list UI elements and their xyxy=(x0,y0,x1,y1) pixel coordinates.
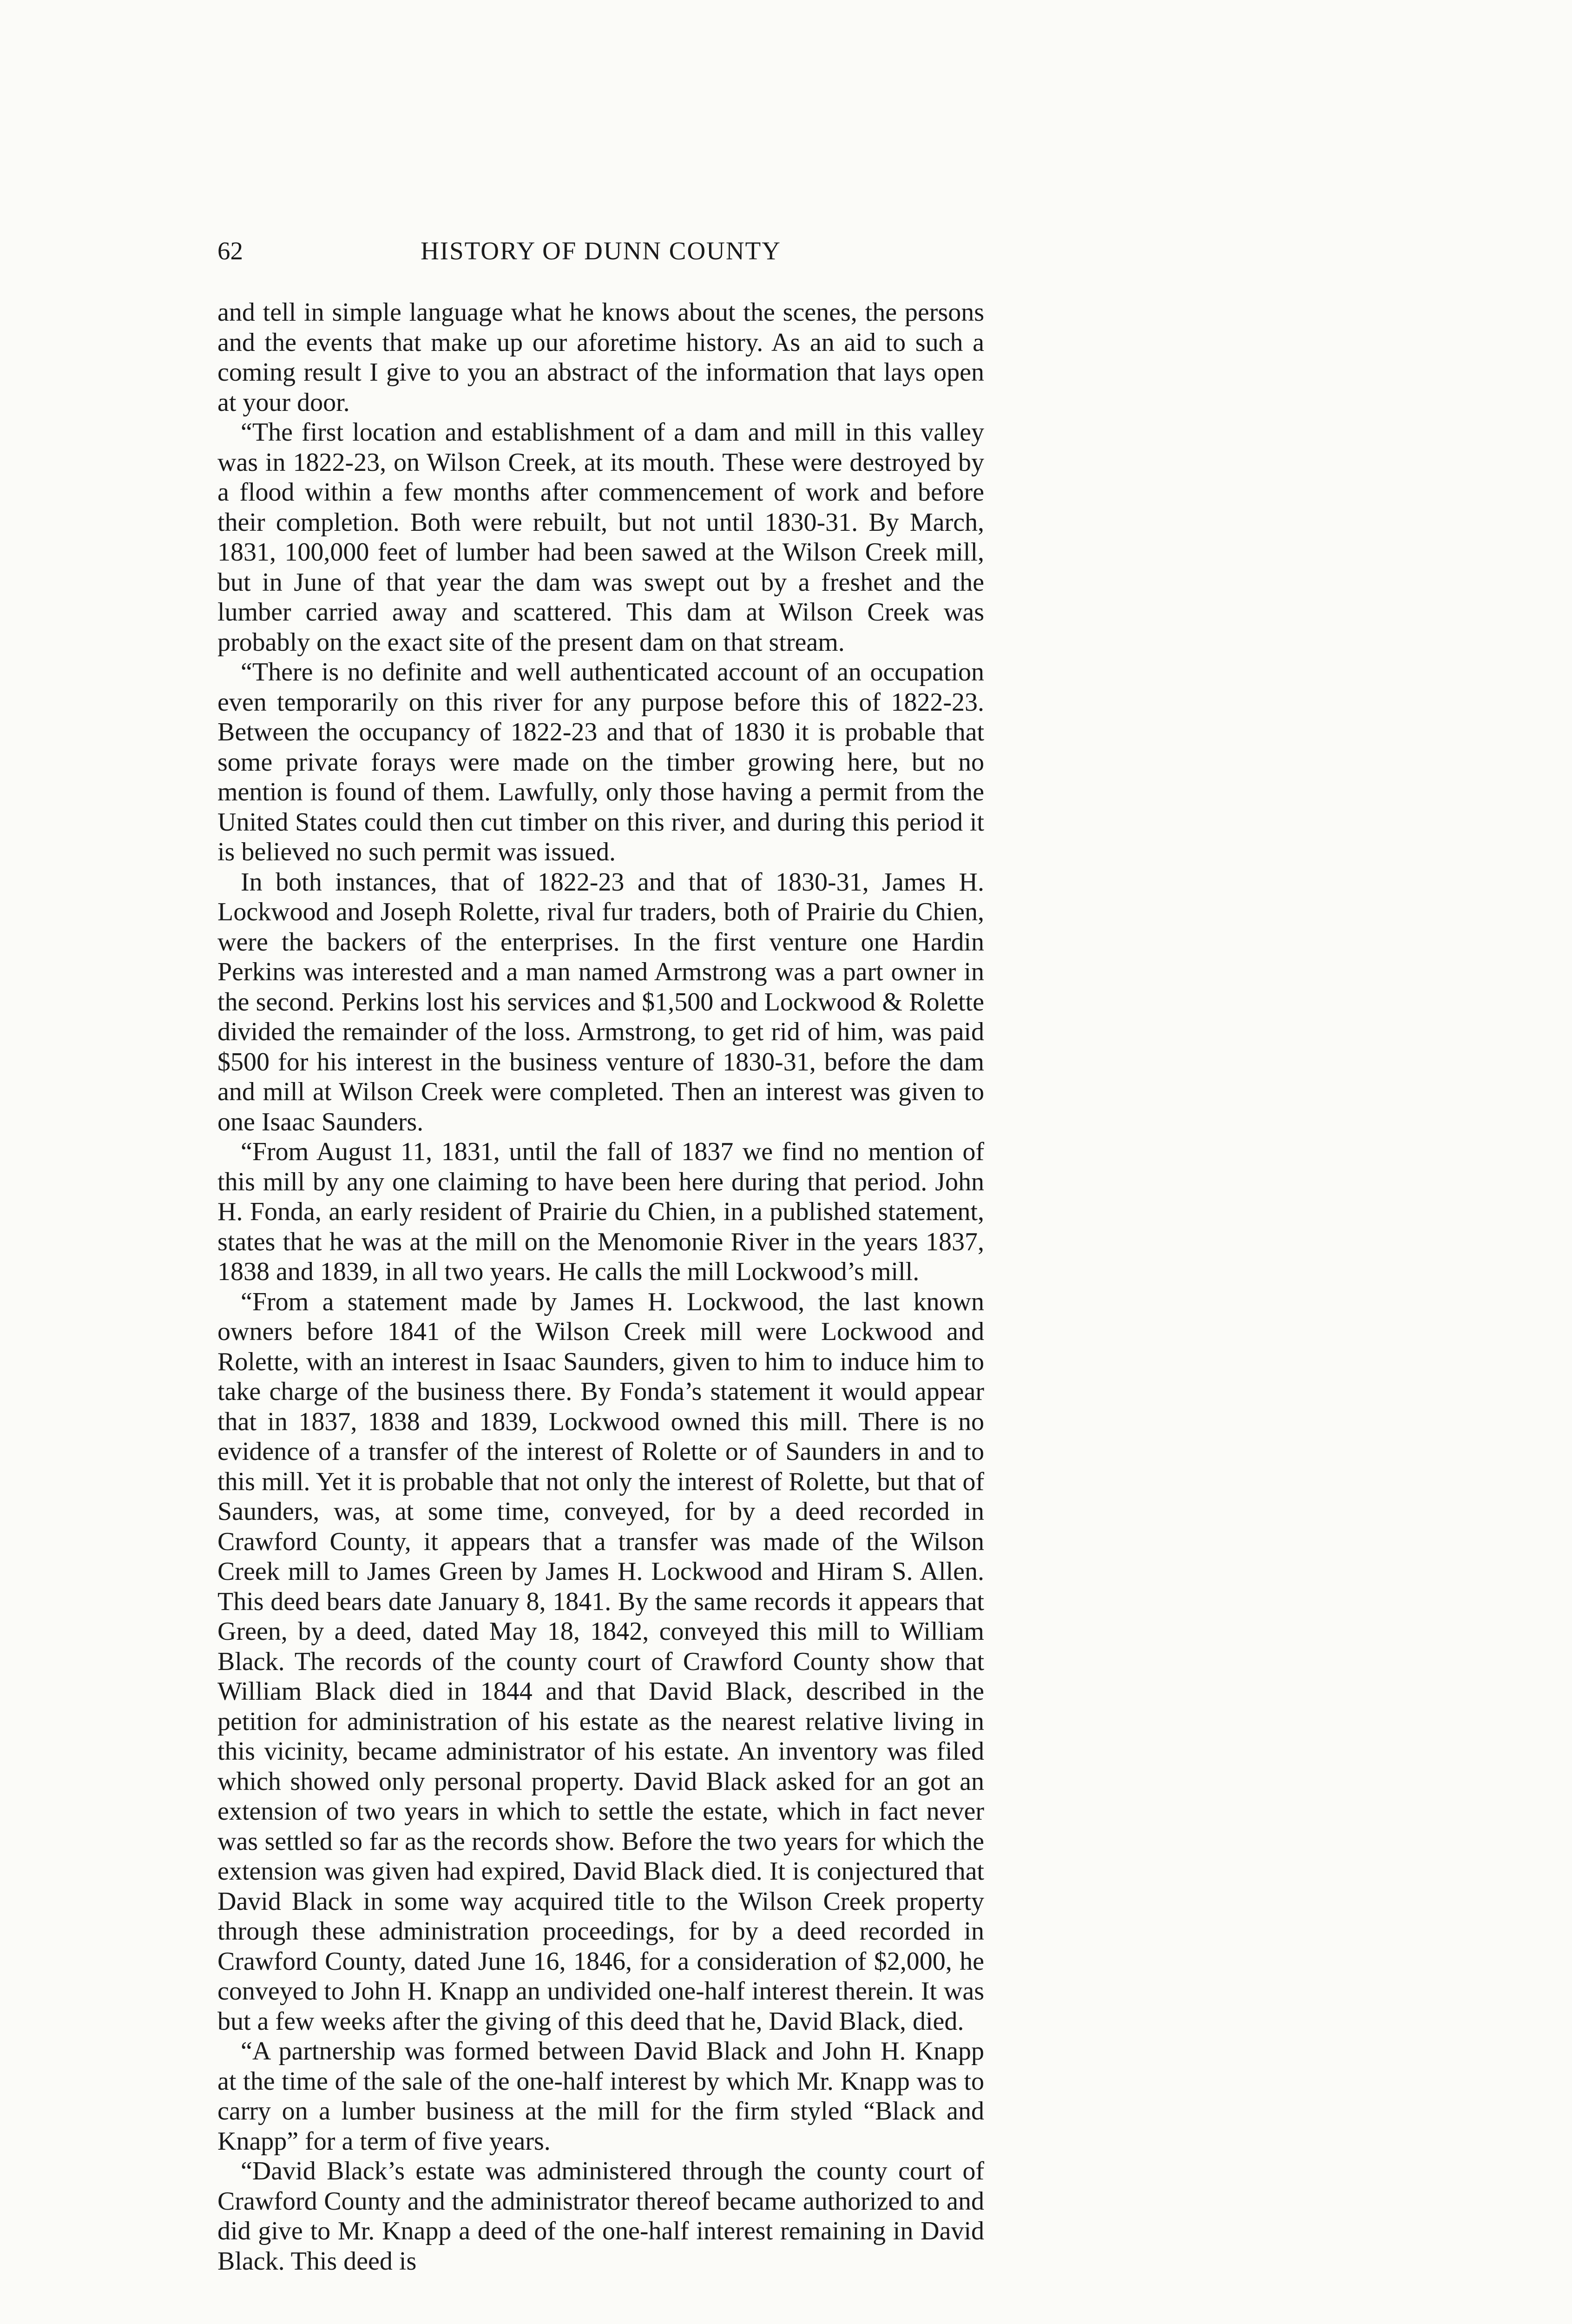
page-number: 62 xyxy=(217,237,243,265)
paragraph: “The first location and establishment of a dam and mill in this valley was in 1822-23, on Wilson Creek, at its mouth. These were destroyed by a flood within a few months after commencement of work and before their completion. Both were rebuilt, but not until 1830-31. By March, 1831, 100,000 feet of lumber had been sawed at the Wilson Creek mill, but in June of that year the dam was swept out by a freshet and the lumber carried away and scattered. This dam at Wilson Creek was probably on the exact site of the present dam on that stream. xyxy=(217,418,984,657)
running-title: HISTORY OF DUNN COUNTY xyxy=(421,237,781,265)
paragraph: In both instances, that of 1822-23 and that of 1830-31, James H. Lockwood and Joseph Rolette, rival fur traders, both of Prairie du Chien, were the backers of the enterprises. In the first venture one Hardin Perkins was interested and a man named Armstrong was a part owner in the second. Perkins lost his services and $1,500 and Lockwood & Rolette divided the remainder of the loss. Armstrong, to get rid of him, was paid $500 for his interest in the business venture of 1830-31, before the dam and mill at Wilson Creek were completed. Then an interest was given to one Isaac Saunders. xyxy=(217,867,984,1136)
paragraph: “From August 11, 1831, until the fall of 1837 we find no mention of this mill by any one claiming to have been here during that period. John H. Fonda, an early resident of Prairie du Chien, in a published statement, states that he was at the mill on the Menomonie River in the years 1837, 1838 and 1839, in all two years. He calls the mill Lockwood’s mill. xyxy=(217,1137,984,1286)
paragraph: “There is no definite and well authenticated account of an occupation even temporarily on this river for any purpose before this of 1822-23. Between the occupancy of 1822-23 and that of 1830 it is probable that some private forays were made on the timber growing here, but no mention is found of them. Lawfully, only those having a permit from the United States could then cut timber on this river, and during this period it is believed no such permit was issued. xyxy=(217,658,984,866)
paragraph: and tell in simple language what he knows about the scenes, the persons and the events that make up our aforetime history. As an aid to such a coming result I give to you an abstract of the information that lays open at your door. xyxy=(217,298,984,417)
page-header xyxy=(217,232,984,270)
paragraph: “A partnership was formed between David Black and John H. Knapp at the time of the sale of the one-half interest by which Mr. Knapp was to carry on a lumber business at the mill for the firm styled “Black and Knapp” for a term of five years. xyxy=(217,2037,984,2156)
body-text xyxy=(217,297,984,2276)
paragraph: “David Black’s estate was administered through the county court of Crawford County and the administrator thereof became authorized to and did give to Mr. Knapp a deed of the one-half interest remaining in David Black. This deed is xyxy=(217,2157,984,2276)
paragraph: “From a statement made by James H. Lockwood, the last known owners before 1841 of the Wilson Creek mill were Lockwood and Rolette, with an interest in Isaac Saunders, given to him to induce him to take charge of the business there. By Fonda’s statement it would appear that in 1837, 1838 and 1839, Lockwood owned this mill. There is no evidence of a transfer of the interest of Rolette or of Saunders in and to this mill. Yet it is probable that not only the interest of Rolette, but that of Saunders, was, at some time, conveyed, for by a deed recorded in Crawford County, it appears that a transfer was made of the Wilson Creek mill to James Green by James H. Lockwood and Hiram S. Allen. This deed bears date January 8, 1841. By the same records it appears that Green, by a deed, dated May 18, 1842, conveyed this mill to William Black. The records of the county court of Crawford County show that William Black died in 1844 and that David Black, described in the petition for administration of his estate as the nearest relative living in this vicinity, became administrator of his estate. An inventory was filed which showed only personal property. David Black asked for an got an extension of two years in which to settle the estate, which in fact never was settled so far as the records show. Before the two years for which the extension was given had expired, David Black died. It is conjectured that David Black in some way acquired title to the Wilson Creek property through these administration proceedings, for by a deed recorded in Crawford County, dated June 16, 1846, for a consideration of $2,000, he conveyed to John H. Knapp an undivided one-half interest therein. It was but a few weeks after the giving of this deed that he, David Black, died. xyxy=(217,1287,984,2036)
